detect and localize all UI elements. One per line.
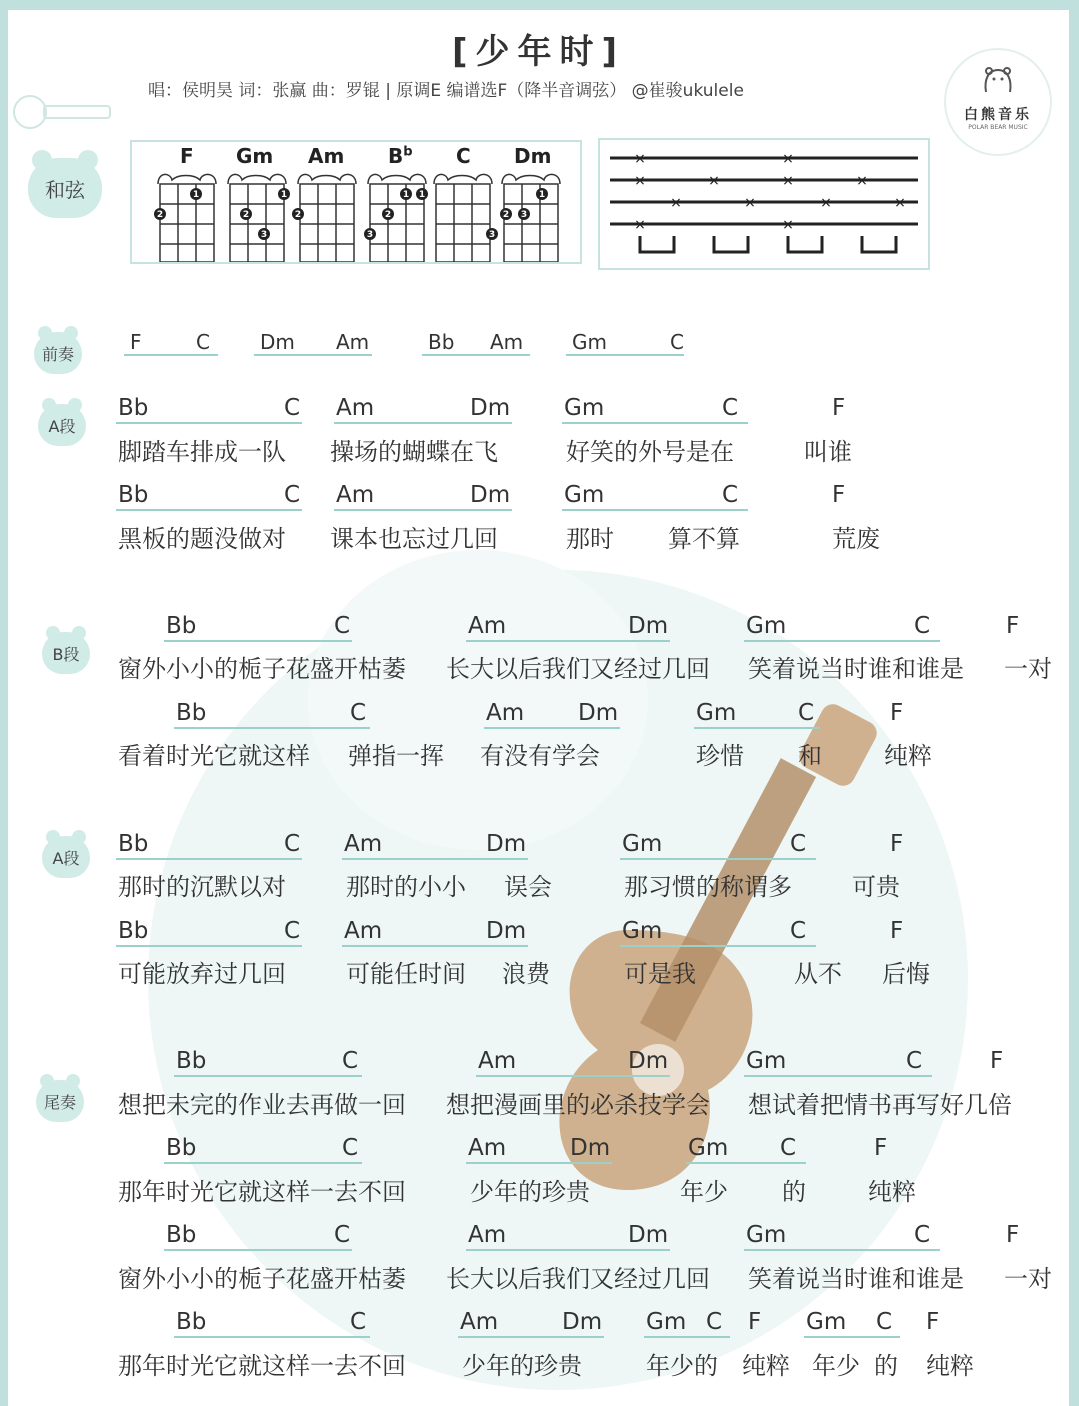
lyric: 笑着说当时谁和谁是 [748,655,964,683]
chord-underline [164,1162,362,1164]
intro-chord: C [196,330,210,354]
lyric: 那习惯的称谓多 [624,873,792,901]
svg-text:×: × [744,195,756,211]
lyric: 珍惜 [696,742,744,770]
svg-text:×: × [708,173,720,189]
svg-text:3: 3 [366,230,374,240]
svg-text:3: 3 [260,230,268,240]
lyric: 年少的 [646,1352,718,1380]
intro-chord: Bb [428,330,455,354]
strum-pattern-tab [600,140,928,268]
svg-text:×: × [782,173,794,189]
chord: Gm [622,918,663,944]
chord: C [722,482,739,508]
chord: F [890,831,904,857]
chord: C [284,482,301,508]
lyric: 荒废 [832,525,880,553]
lyric: 纯粹 [742,1352,790,1380]
chord: Bb [176,700,207,726]
chord: Gm [746,613,787,639]
chord: Bb [166,1222,197,1248]
chord: C [706,1309,723,1335]
tag-a-section: A段 [42,836,90,878]
chord: Gm [564,395,605,421]
lyric: 那时的小小 [346,873,466,901]
svg-text:×: × [634,173,646,189]
intro-chord: Dm [260,330,295,354]
svg-text:1: 1 [418,190,426,200]
svg-text:×: × [782,151,794,167]
lyric: 长大以后我们又经过几回 [446,1265,710,1293]
svg-text:×: × [634,151,646,167]
chord-underline [458,1336,604,1338]
lyric: 从不 [794,960,842,988]
chord: C [790,831,807,857]
lyric: 窗外小小的栀子花盛开枯萎 [118,655,406,683]
chord-underline [116,858,302,860]
intro-chord: F [130,330,142,354]
chord-name-bb: $B^b$ [388,144,413,168]
chord: Dm [578,700,619,726]
lyric: 一对 [1004,1265,1052,1293]
chord: C [350,700,367,726]
chord: F [1006,1222,1020,1248]
lyric: 长大以后我们又经过几回 [446,655,710,683]
song-credits: 唱：侯明昊 词：张赢 曲：罗锟 | 原调E 编谱选F（降半音调弦） @崔骏ukulele [148,81,744,101]
chord-underline [342,945,528,947]
svg-text:1: 1 [402,190,410,200]
chord: C [790,918,807,944]
intro-chord: Gm [572,330,607,354]
intro-chord: C [670,330,684,354]
svg-text:×: × [634,217,646,233]
chord: C [914,1222,931,1248]
chord-diagram-box [130,140,582,264]
intro-underline [254,354,372,356]
chord: Dm [628,1222,669,1248]
chord: Am [468,1222,507,1248]
chord: Gm [696,700,737,726]
chord: Am [336,395,375,421]
chord: Am [344,918,383,944]
lyric: 想把未完的作业去再做一回 [118,1091,406,1119]
lyric: 后悔 [882,960,930,988]
lyric: 那时的沉默以对 [118,873,286,901]
bear-icon [980,62,1016,98]
chord: F [890,918,904,944]
lyric: 想把漫画里的必杀技学会 [446,1091,710,1119]
chord: C [876,1309,893,1335]
lyric: 那年时光它就这样一去不回 [118,1178,406,1206]
lyric: 可能放弃过几回 [118,960,286,988]
chord: F [990,1048,1004,1074]
tag-a-section: A段 [38,404,86,446]
intro-underline [566,354,684,356]
lyric: 可能任时间 [346,960,466,988]
svg-text:1: 1 [280,190,288,200]
lyric: 可贵 [852,873,900,901]
svg-text:1: 1 [192,190,200,200]
chord: C [780,1135,797,1161]
chord: C [342,1135,359,1161]
lyric: 的 [782,1178,806,1206]
chord-underline [334,509,512,511]
chord-underline [466,1249,670,1251]
chord: Bb [118,831,149,857]
chord-name-am: Am [308,144,345,168]
chord: Dm [562,1309,603,1335]
svg-text:×: × [894,195,906,211]
chord: C [342,1048,359,1074]
chord: Am [478,1048,517,1074]
chord: C [722,395,739,421]
chord-underline [174,727,370,729]
lyric: 窗外小小的栀子花盛开枯萎 [118,1265,406,1293]
lyric: 想试着把情书再写好几倍 [748,1091,1012,1119]
chord: F [874,1135,888,1161]
chord: F [1006,613,1020,639]
chord: Bb [176,1048,207,1074]
intro-chord: Am [336,330,370,354]
intro-chord: Am [490,330,524,354]
chord: Gm [746,1048,787,1074]
svg-text:×: × [670,195,682,211]
chord: C [284,831,301,857]
chord: F [748,1309,762,1335]
svg-text:×: × [856,173,868,189]
lyric: 算不算 [668,525,740,553]
chord-underline [116,422,302,424]
chord-underline [164,1249,352,1251]
chord-underline [484,727,620,729]
chord: Dm [486,918,527,944]
chord: Bb [118,395,149,421]
chord-underline [174,1075,362,1077]
chord-underline [116,509,302,511]
chord: F [926,1309,940,1335]
svg-text:2: 2 [156,210,164,220]
chord: Gm [806,1309,847,1335]
svg-text:1: 1 [538,190,546,200]
svg-text:3: 3 [488,230,496,240]
lyric: 少年的珍贵 [470,1178,590,1206]
chord: F [832,482,846,508]
chord: Dm [470,482,511,508]
svg-text:3: 3 [520,210,528,220]
lyric: 和 [798,742,822,770]
chord: C [350,1309,367,1335]
chord: C [906,1048,923,1074]
lyric: 少年的珍贵 [462,1352,582,1380]
lyric: 可是我 [624,960,696,988]
chord: Am [486,700,525,726]
tag-b-section: B段 [42,632,90,674]
lyric: 一对 [1004,655,1052,683]
chord-underline [744,1075,932,1077]
chord: Dm [486,831,527,857]
chord-name-dm: Dm [514,144,552,168]
lyric: 黑板的题没做对 [118,525,286,553]
chord: Am [468,1135,507,1161]
chord-underline [466,1162,612,1164]
lyric: 纯粹 [884,742,932,770]
svg-text:2: 2 [242,210,250,220]
chord: C [914,613,931,639]
ukulele-outline-icon [8,92,118,132]
chord-underline [562,509,748,511]
svg-text:×: × [820,195,832,211]
chord: Gm [622,831,663,857]
chord: Gm [688,1135,729,1161]
chord: Am [344,831,383,857]
chord: F [832,395,846,421]
chord: Am [336,482,375,508]
chord: Am [468,613,507,639]
svg-text:2: 2 [294,210,302,220]
lyric: 年少 [680,1178,728,1206]
chord-underline [620,858,816,860]
tag-outro: 尾奏 [36,1080,84,1122]
chord-name-gm: Gm [236,144,274,168]
chord: Dm [570,1135,611,1161]
tag-intro: 前奏 [34,332,82,374]
tag-chords: 和弦 [28,158,102,218]
logo-sub-text: POLAR BEAR MUSIC [968,124,1028,131]
chord-underline [744,1249,940,1251]
lyric: 笑着说当时谁和谁是 [748,1265,964,1293]
chord: Gm [646,1309,687,1335]
logo-main-text: 白熊音乐 [964,107,1032,123]
strum-pattern-box [598,138,930,270]
lyric: 那时 [566,525,614,553]
lyric: 好笑的外号是在 [566,438,734,466]
chord-underline [116,945,302,947]
chord: Dm [470,395,511,421]
chord-underline [342,858,528,860]
chord-name-c: C [456,144,471,168]
lyric: 误会 [504,873,552,901]
polar-bear-logo [944,48,1052,156]
chord-underline [686,1162,806,1164]
chord-underline [476,1075,670,1077]
chord: F [890,700,904,726]
lyric: 叫谁 [804,438,852,466]
intro-underline [422,354,530,356]
lyric: 纯粹 [926,1352,974,1380]
lyric: 脚踏车排成一队 [118,438,286,466]
chord-underline [694,727,820,729]
lyric: 弹指一挥 [348,742,444,770]
lyric: 浪费 [502,960,550,988]
chord-fingering-grids [132,142,580,262]
chord: C [284,395,301,421]
chord: Gm [564,482,605,508]
lyric: 那年时光它就这样一去不回 [118,1352,406,1380]
lyric: 课本也忘过几回 [330,525,498,553]
lyric: 的 [874,1352,898,1380]
chord-underline [804,1336,900,1338]
chord: C [334,1222,351,1248]
chord: Am [460,1309,499,1335]
svg-text:2: 2 [384,210,392,220]
chord-underline [744,640,940,642]
chord-underline [164,640,352,642]
lyric: 有没有学会 [480,742,600,770]
chord: Bb [166,613,197,639]
chord: Dm [628,1048,669,1074]
chord: Gm [746,1222,787,1248]
chord: Bb [176,1309,207,1335]
chord: C [284,918,301,944]
chord-underline [334,422,512,424]
chord-underline [466,640,670,642]
svg-text:2: 2 [502,210,510,220]
chord: Bb [118,918,149,944]
chord: Bb [118,482,149,508]
chord-underline [174,1336,370,1338]
chord: Bb [166,1135,197,1161]
lyric: 看着时光它就这样 [118,742,310,770]
svg-text:×: × [782,217,794,233]
chord: Dm [628,613,669,639]
song-sheet [8,10,1069,1406]
chord-underline [644,1336,730,1338]
intro-underline [124,354,218,356]
lyric: 操场的蝴蝶在飞 [330,438,498,466]
chord-underline [562,422,748,424]
chord-name-f: F [180,144,194,168]
song-title: [少年时] [451,32,626,72]
chord-underline [620,945,816,947]
chord: C [334,613,351,639]
lyric: 纯粹 [868,1178,916,1206]
chord: C [798,700,815,726]
lyric: 年少 [812,1352,860,1380]
